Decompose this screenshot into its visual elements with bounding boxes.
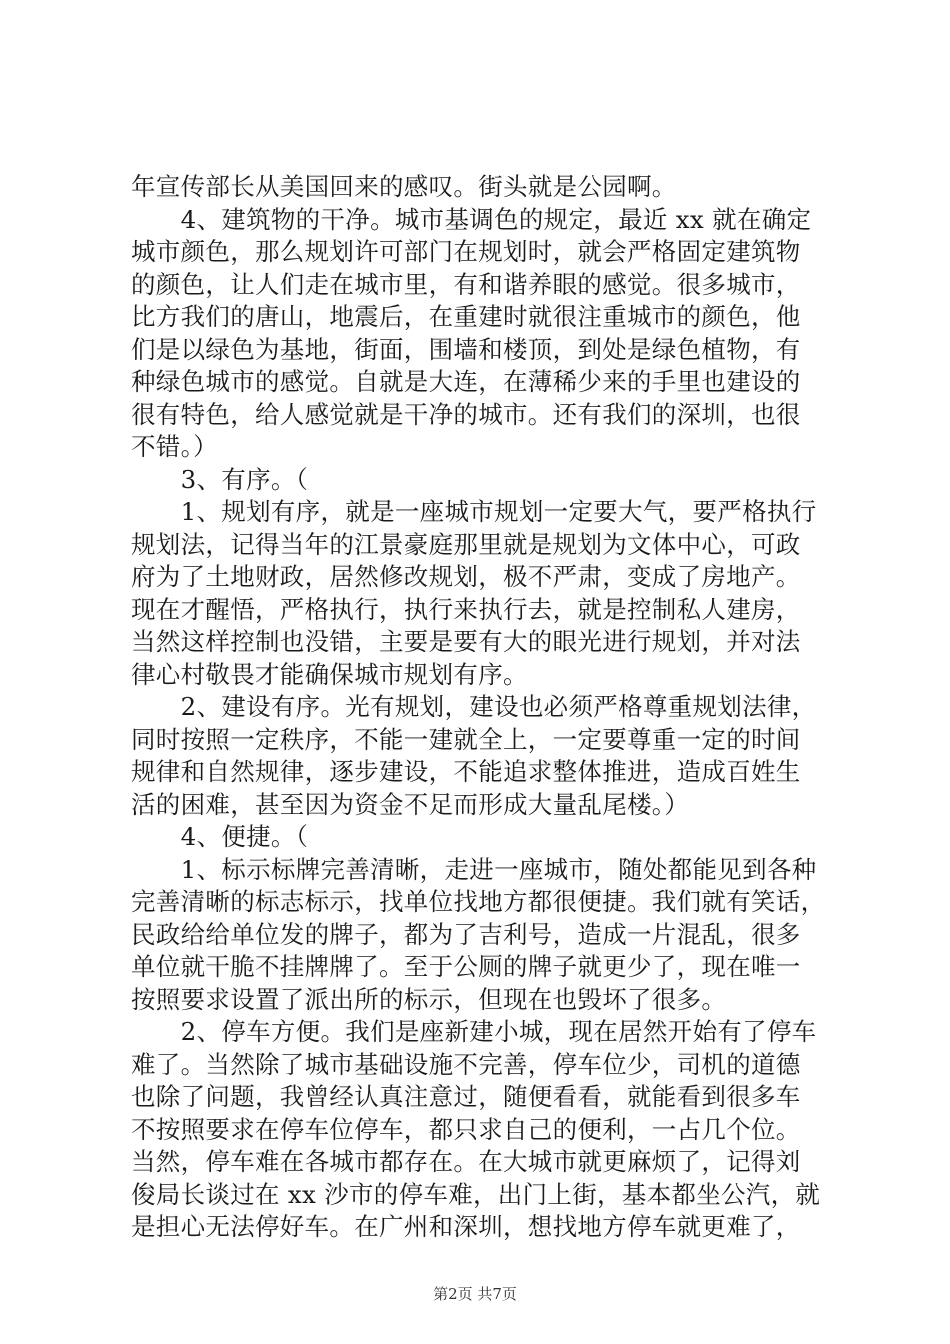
text-line: 难了。当然除了城市基础设施不完善，停车位少，司机的道德 bbox=[131, 1049, 801, 1079]
text-line: 们是以绿色为基地，街面，围墙和楼顶，到处是绿色植物，有 bbox=[131, 334, 801, 364]
text-line: 按照要求设置了派出所的标示，但现在也毁坏了很多。 bbox=[131, 984, 727, 1014]
text-line: 活的困难，甚至因为资金不足而形成大量乱尾楼。） bbox=[131, 789, 690, 819]
text-line: 3、有序。（ bbox=[131, 464, 309, 494]
text-line: 不按照要求在停车位停车，都只求自己的便利，一占几个位。 bbox=[131, 1114, 801, 1144]
text-line: 2、建设有序。光有规划，建设也必须严格尊重规划法律， bbox=[131, 692, 817, 721]
text-line: 种绿色城市的感觉。自就是大连，在薄稀少来的手里也建设的 bbox=[131, 367, 801, 396]
text-line: 规律和自然规律，逐步建设，不能追求整体推进，造成百姓生 bbox=[131, 757, 801, 786]
text-line: 规划法，记得当年的江景豪庭那里就是规划为文体中心，可政 bbox=[131, 529, 801, 559]
text-line: 4、建筑物的干净。城市基调色的规定，最近 xx 就在确定 bbox=[131, 204, 812, 234]
text-line: 不错。） bbox=[131, 432, 218, 461]
text-line: 比方我们的唐山，地震后，在重建时就很注重城市的颜色，他 bbox=[131, 302, 801, 331]
text-line: 是担心无法停好车。在广州和深圳，想找地方停车就更难了， bbox=[131, 1212, 801, 1241]
text-line: 完善清晰的标志标示，找单位找地方都很便捷。我们就有笑话， bbox=[131, 887, 826, 916]
text-line: 年宣传部长从美国回来的感叹。街头就是公园啊。 bbox=[131, 172, 677, 201]
body-text bbox=[131, 171, 833, 1244]
page-footer: 第2页 共7页 bbox=[433, 1285, 517, 1303]
text-line: 很有特色，给人感觉就是干净的城市。还有我们的深圳，也很 bbox=[131, 399, 801, 429]
text-line: 也除了问题，我曾经认真注意过，随便看看，就能看到很多车 bbox=[131, 1082, 801, 1111]
text-line: 民政给给单位发的牌子，都为了吉利号，造成一片混乱，很多 bbox=[131, 919, 801, 949]
text-line: 的颜色，让人们走在城市里，有和谐养眼的感觉。很多城市， bbox=[131, 269, 801, 299]
text-line: 俊局长谈过在 xx 沙市的停车难，出门上街，基本都坐公汽，就 bbox=[131, 1179, 821, 1209]
text-line: 当然这样控制也没错，主要是要有大的眼光进行规划，并对法 bbox=[131, 627, 801, 656]
text-line: 现在才醒悟，严格执行，执行来执行去，就是控制私人建房， bbox=[131, 594, 801, 624]
text-line: 1、规划有序，就是一座城市规划一定要大气，要严格执行 bbox=[131, 497, 817, 526]
text-line: 2、停车方便。我们是座新建小城，现在居然开始有了停车 bbox=[131, 1017, 817, 1046]
text-line: 律心村敬畏才能确保城市规划有序。 bbox=[131, 659, 528, 689]
text-line: 单位就干脆不挂牌牌了。至于公厕的牌子就更少了，现在唯一 bbox=[131, 952, 801, 981]
text-line: 1、标示标牌完善清晰，走进一座城市，随处都能见到各种 bbox=[131, 854, 817, 884]
text-line: 当然，停车难在各城市都存在。在大城市就更麻烦了，记得刘 bbox=[131, 1147, 801, 1176]
text-line: 同时按照一定秩序，不能一建就全上，一定要尊重一定的时间 bbox=[131, 724, 801, 754]
text-line: 府为了土地财政，居然修改规划，极不严肃，变成了房地产。 bbox=[131, 562, 801, 591]
text-line: 4、便捷。（ bbox=[131, 822, 309, 851]
text-line: 城市颜色，那么规划许可部门在规划时，就会严格固定建筑物 bbox=[131, 237, 801, 266]
